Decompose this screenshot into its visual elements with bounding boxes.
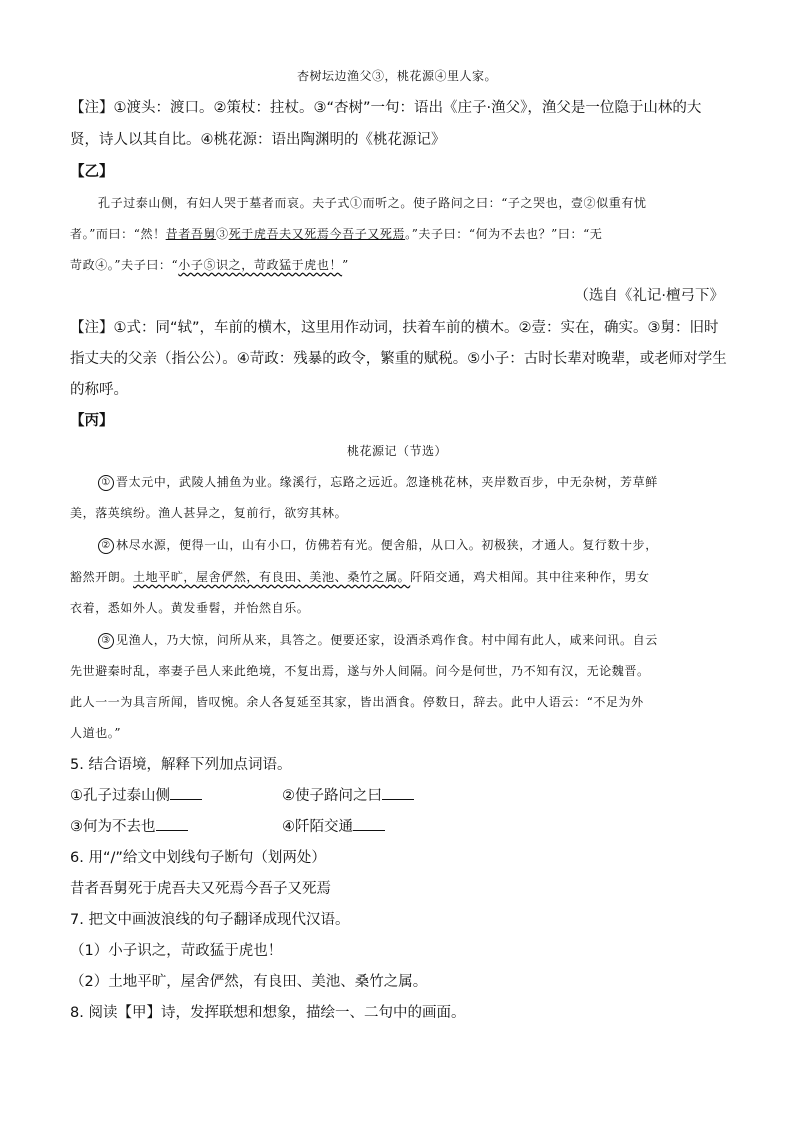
note-yi-line-2: 指丈夫的父亲（指公公）。④苛政：残暴的政令，繁重的赋税。⑤小子：古时长辈对晚辈，或老师对学生 — [70, 351, 727, 367]
yi-text-line-2 — [70, 224, 724, 244]
question-7-item-1: （1）小子识之，苛政猛于虎也！ — [70, 943, 283, 959]
q5-item-3: ③何为不去也 — [70, 819, 156, 835]
question-6: 6. 用“/”给文中划线句子断句（划两处） — [70, 850, 326, 866]
question-5-row-1 — [70, 786, 724, 806]
bing-p2-line-2 — [70, 567, 724, 587]
paragraph-number-1: ① — [98, 475, 114, 491]
bing-p3-line-1 — [70, 630, 724, 650]
paragraph-number-2: ② — [98, 538, 114, 554]
section-bing-header: 【丙】 — [70, 413, 114, 429]
bing-p2-line-3: 衣着，悉如外人。黄发垂髫，并怡然自乐。 — [70, 601, 310, 615]
section-yi-header: 【乙】 — [70, 164, 114, 180]
question-7: 7. 把文中画波浪线的句子翻译成现代汉语。 — [70, 912, 350, 928]
poem-line: 杏树坛边渔父③，桃花源④里人家。 — [296, 69, 497, 83]
question-8: 8. 阅读【甲】诗，发挥联想和想象，描绘一、二句中的画面。 — [70, 1005, 466, 1021]
q5-item-2-wrap — [282, 786, 414, 806]
bing-title: 桃花源记（节选） — [346, 444, 447, 458]
question-6-sentence: 昔者吾舅死于虎吾夫又死焉今吾子又死焉 — [70, 881, 331, 897]
yi-text-line-1: 孔子过泰山侧，有妇人哭于墓者而哀。夫子式①而听之。使子路问之曰：“子之哭也，壹②似重有忧 — [98, 196, 647, 210]
underlined-sentence-part-2: 死于虎吾夫又死焉今吾子又死焉 — [228, 227, 406, 241]
yi-text-segment: 苛政④。”夫子曰：“ — [70, 258, 179, 272]
question-5-row-2 — [70, 817, 724, 837]
wavy-sentence: 小子⑤识之，苛政猛于虎也！ — [178, 258, 343, 272]
question-7-item-2: （2）土地平旷，屋舍俨然，有良田、美池、桑竹之属。 — [70, 974, 428, 990]
note-jia-line-2: 贤，诗人以其自比。④桃花源：语出陶渊明的《桃花源记》 — [70, 132, 446, 148]
answer-blank-1[interactable] — [170, 787, 202, 800]
bing-p1-text: 晋太元中，武陵人捕鱼为业。缘溪行，忘路之远近。忽逢桃花林，夹岸数百步，中无杂树，芳草鲜 — [116, 475, 658, 489]
bing-p3-line-4: 人道也。” — [70, 726, 122, 740]
bing-p2-text: 豁然开朗。 — [70, 570, 134, 584]
bing-p2-line-1 — [70, 535, 724, 555]
q5-item-1: ①孔子过泰山侧 — [70, 788, 170, 804]
yi-text-line-3 — [70, 255, 724, 275]
note-yi-line-1: 【注】①式：同“轼”，车前的横木，这里用作动词，扶着车前的横木。②壹：实在，确实。③舅：旧时 — [70, 320, 719, 336]
yi-text-segment: ” — [342, 258, 349, 272]
footnote-marker: ③ — [216, 227, 229, 241]
bing-p3-line-3: 此人一一为具言所闻，皆叹惋。余人各复延至其家，皆出酒食。停数日，辞去。此中人语云：“不足为外 — [70, 695, 644, 709]
bing-p1-line-1 — [70, 472, 724, 492]
answer-blank-3[interactable] — [156, 818, 188, 831]
answer-blank-2[interactable] — [382, 787, 414, 800]
bing-p3-line-2: 先世避秦时乱，率妻子邑人来此绝境，不复出焉，遂与外人间隔。问今是何世，乃不知有汉，无论魏晋。 — [70, 664, 650, 678]
yi-text-segment: 者。”而曰：“然！ — [70, 227, 166, 241]
q5-item-4-wrap — [282, 817, 385, 837]
note-yi-line-3: 的称呼。 — [70, 382, 128, 398]
bing-p2-text: 阡陌交通，鸡犬相闻。其中往来种作，男女 — [410, 570, 650, 584]
answer-blank-4[interactable] — [353, 818, 385, 831]
wavy-sentence: 土地平旷，屋舍俨然，有良田、美池、桑竹之属。 — [133, 570, 411, 584]
underlined-sentence-part-1: 昔者吾舅 — [165, 227, 217, 241]
bing-p2-text: 林尽水源，便得一山，山有小口，仿佛若有光。便舍船，从口入。初极狭，才通人。复行数十步， — [116, 538, 658, 552]
q5-item-2: ②使子路问之曰 — [282, 788, 382, 804]
bing-p3-text: 见渔人，乃大惊，问所从来，具答之。便要还家，设酒杀鸡作食。村中闻有此人，咸来问讯。自云 — [116, 633, 658, 647]
yi-source: （选自《礼记·檀弓下》 — [574, 288, 724, 304]
paragraph-number-3: ③ — [98, 633, 114, 649]
note-jia-line-1: 【注】①渡头：渡口。②策杖：拄杖。③“杏树”一句：语出《庄子·渔父》，渔父是一位隐于山林的大 — [70, 100, 702, 116]
question-5: 5. 结合语境，解释下列加点词语。 — [70, 757, 292, 773]
q5-item-4: ④阡陌交通 — [282, 819, 353, 835]
yi-text-segment: 。”夫子曰：“何为不去也？”曰：“无 — [405, 227, 603, 241]
bing-p1-line-2: 美，落英缤纷。渔人甚异之，复前行，欲穷其林。 — [70, 506, 348, 520]
